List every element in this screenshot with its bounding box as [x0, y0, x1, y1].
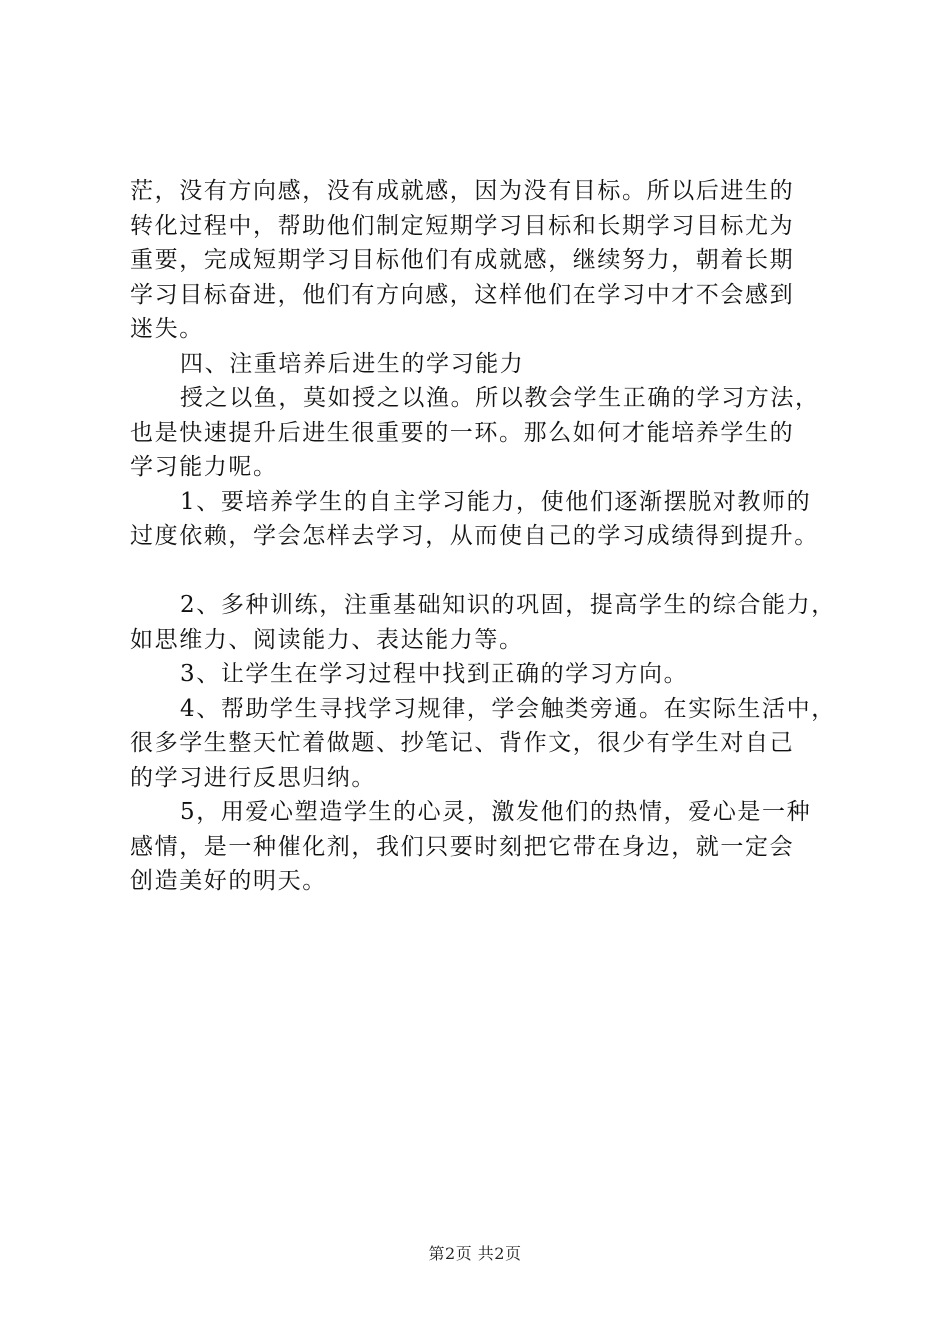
- text-line: 转化过程中，帮助他们制定短期学习目标和长期学习目标尤为: [130, 212, 795, 239]
- text-line: 2、多种训练，注重基础知识的巩固，提高学生的综合能力，: [180, 592, 836, 618]
- text-line: 茫，没有方向感，没有成就感，因为没有目标。所以后进生的: [130, 178, 795, 204]
- section-heading: 四、注重培养后进生的学习能力: [180, 350, 525, 377]
- text-line: 授之以鱼，莫如授之以渔。所以教会学生正确的学习方法，: [180, 385, 820, 411]
- text-line: 3、让学生在学习过程中找到正确的学习方向。: [180, 661, 689, 687]
- text-line: 迷失。: [130, 316, 204, 342]
- text-line: 学习目标奋进，他们有方向感，这样他们在学习中才不会感到: [130, 281, 795, 308]
- text-line: 很多学生整天忙着做题、抄笔记、背作文，很少有学生对自己: [130, 730, 795, 756]
- text-line: 重要，完成短期学习目标他们有成就感，继续努力，朝着长期: [130, 247, 795, 273]
- text-line: 学习能力呢。: [130, 454, 278, 480]
- text-line: 过度依赖，学会怎样去学习，从而使自己的学习成绩得到提升。: [130, 523, 819, 549]
- paragraph-gap: [130, 554, 835, 589]
- document-body: [130, 174, 835, 899]
- text-line: 的学习进行反思归纳。: [130, 764, 376, 791]
- text-line: 4、帮助学生寻找学习规律，学会触类旁通。在实际生活中，: [180, 695, 836, 722]
- page-number: 第2页 共2页: [428, 1244, 522, 1263]
- text-line: 如思维力、阅读能力、表达能力等。: [130, 626, 524, 653]
- text-line: 感情，是一种催化剂，我们只要时刻把它带在身边，就一定会: [130, 833, 795, 860]
- text-line: 1、要培养学生的自主学习能力，使他们逐渐摆脱对教师的: [180, 488, 812, 515]
- text-line: 5，用爱心塑造学生的心灵，激发他们的热情，爱心是一种: [180, 799, 812, 825]
- text-line: 创造美好的明天。: [130, 868, 327, 894]
- text-line: 也是快速提升后进生很重要的一环。那么如何才能培养学生的: [130, 419, 795, 446]
